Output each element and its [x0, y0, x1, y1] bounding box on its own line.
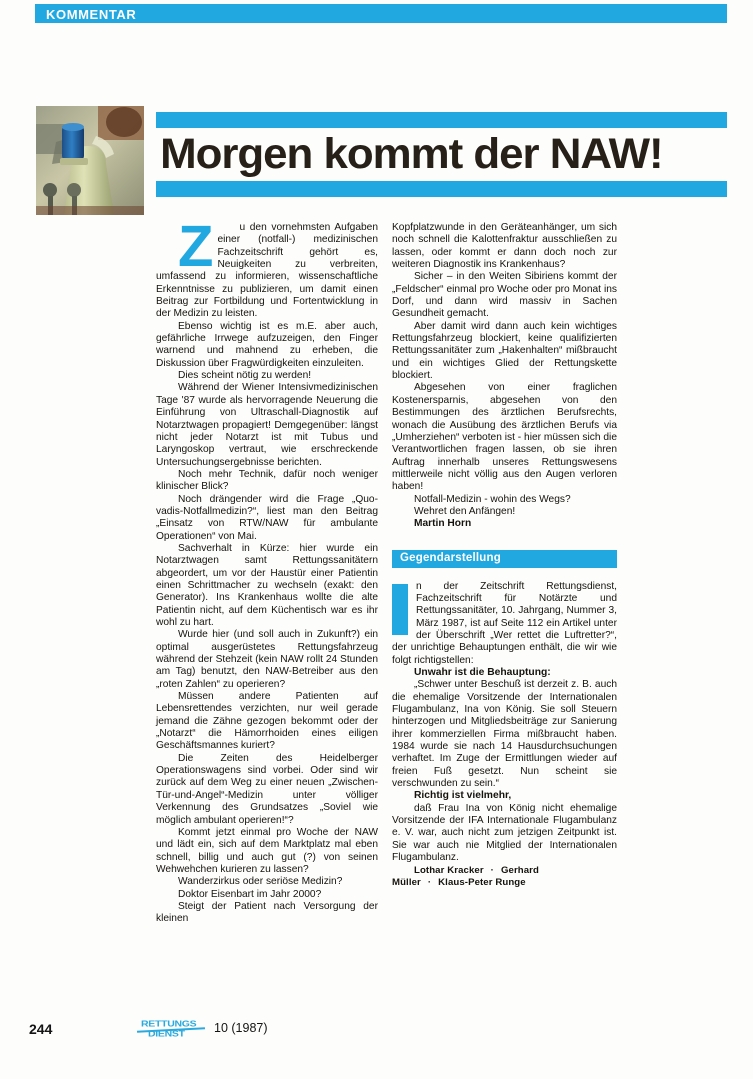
headline-block: [156, 112, 727, 197]
counter-intro-text: n der Zeitschrift Rettungsdienst, Fachzeitschrift für Notärzte und Rettungssanitäter, 10. Jahrgang, Nummer 3, März 1987, ist auf Seite 112 ein Artikel unter der Überschrift „Wer rettet die Luftretter?“, der unrichtige Behauptungen enthält, die wir wie folgt richtigstellen:: [392, 580, 617, 666]
paragraph-right-5: Notfall-Medizin - wohin des Wegs?: [414, 493, 571, 505]
paragraph-left-1: [156, 214, 378, 321]
article-right-column: [392, 222, 617, 889]
paragraph-left-13: Doktor Eisenbart im Jahr 2000?: [178, 888, 322, 900]
signer-separator-1: ·: [490, 864, 494, 876]
drop-cap-z: Z: [178, 214, 214, 279]
paragraph-left-5: Noch mehr Technik, dafür noch weniger klinischer Blick?: [156, 468, 378, 493]
paragraph-left-10: Die Zeiten des Heidelberger Operationswagens sind vorbei. Oder sind wir zurück auf dem Weg zu einer neuen „Zwischen-Tür-und-Angel“-Medizin unter völliger Verkennung des Grundsatzes „Soviel wie möglich ambulant operieren!“?: [156, 752, 378, 826]
counter-statement-label: Gegendarstellung: [400, 551, 501, 564]
page-footer: [0, 1018, 753, 1048]
paragraph-right-4: Abgesehen von einer fraglichen Kostenersparnis, abgesehen von den Bestimmungen des ärztlichen Berufsrechts, wonach die Ausübung des ärztlichen Berufs via „Umherziehen“ verboten ist - hier müssen sich die Verantwortlichen fragen lassen, ob sie ihren Auftrag innerhalb unseres Rettungswesens mittlerweile nicht völlig aus den Augen verloren haben!: [392, 382, 617, 493]
counter-correction-text: daß Frau Ina von König nicht ehemalige Vorsitzende der IFA Internationale Flugambulanz e. V. war, auch nicht zum jetzigen Zeitpunkt ist. Sie war auch nie Mitglied der Internationalen Flugambulanz.: [392, 802, 617, 864]
logo-line-1: RETTUNGS: [141, 1019, 197, 1029]
headline-rule-bottom: [156, 181, 727, 197]
paragraph-left-9: Müssen andere Patienten auf Lebensrettendes verzichten, nur weil gerade jemand die Zähne gezogen bekommt oder der „Notarzt“ die Hämorrhoiden eines eiligen Geschäftsmannes kuriert?: [156, 691, 378, 752]
signer-2: Gerhard Müller: [392, 864, 539, 888]
page-title: Morgen kommt der NAW!: [160, 130, 663, 178]
paragraph-left-11: Kommt jetzt einmal pro Woche der NAW und lädt ein, sich auf dem Marktplatz mal eben schnell, billig und auch gut (?) von seinen Wehwehchen kurieren zu lassen?: [156, 826, 378, 875]
section-header-label: KOMMENTAR: [46, 7, 137, 22]
signer-3: Klaus-Peter Runge: [438, 876, 526, 888]
photo-illustration: [36, 106, 144, 215]
paragraph-left-3: Dies scheint nötig zu werden!: [178, 370, 312, 382]
paragraph-left-1-text: u den vornehmsten Aufgaben einer (notfall-) medizinischen Fachzeitschrift gehört es, Neuigkeiten zu verbreiten, umfassend zu informieren, wissenschaftliche Erkenntnisse zu publizieren, um damit einen Beitrag zur Fortbildung und Fortentwicklung in der Medizin zu leisten.: [156, 222, 378, 320]
paragraph-left-6: Noch drängender wird die Frage „Quo-vadis-Notfallmedizin?“, liest man den Beitrag „Einsatz von RTW/NAW für ambulante Operationen“ von Mai.: [156, 493, 378, 542]
paragraph-left-12: Wanderzirkus oder seriöse Medizin?: [178, 876, 343, 888]
paragraph-left-2: Ebenso wichtig ist es m.E. aber auch, gefährliche Irrwege aufzuzeigen, den Finger warnend und mahnend zu erheben, die Diskussion über Fragwürdigkeiten einzuleiten.: [156, 320, 378, 369]
article-left-column: [156, 214, 378, 926]
paragraph-left-14: Steigt der Patient nach Versorgung der kleinen: [156, 900, 378, 925]
paragraph-right-6: Wehret den Anfängen!: [414, 505, 516, 517]
logo-line-2: DIENST: [148, 1029, 185, 1039]
signer-separator-2: ·: [427, 876, 432, 888]
section-header-bar: [35, 4, 727, 23]
counter-statement-body: [392, 581, 617, 890]
page-number: 244: [29, 1021, 53, 1037]
drop-cap-i-block: [392, 584, 408, 635]
counter-claim-heading: Unwahr ist die Behauptung:: [414, 667, 551, 678]
paragraph-right-2: Sicher – in den Weiten Sibiriens kommt der „Feldscher“ einmal pro Woche oder pro Monat ins Dorf, und dann wird massiv in Sachen Gesundheit gemacht.: [392, 271, 617, 320]
issue-number: 10 (1987): [214, 1021, 268, 1035]
counter-intro-paragraph: [392, 581, 617, 667]
rettungsdienst-logo: [137, 1018, 207, 1042]
article-byline: Martin Horn: [414, 518, 472, 530]
headline-rule-top: [156, 112, 727, 128]
paragraph-right-1: Kopfplatzwunde in den Geräteanhänger, um sich noch schnell die Kalottenfraktur ausschließen zu lassen, oder kommt er dann doch noch zur weiteren Diagnostik ins Krankenhaus?: [392, 222, 617, 271]
paragraph-right-3: Aber damit wird dann auch kein wichtiges Rettungsfahrzeug blockiert, keine qualifizierten Rettungssanitäter zum „Hakenhalten“ mißbraucht und ein wichtiges Glied der Rettungskette blockiert.: [392, 320, 617, 382]
counter-correction-heading: Richtig ist vielmehr,: [414, 790, 512, 802]
article-photo: [36, 106, 144, 215]
counter-statement-bar: [392, 550, 617, 568]
paragraph-left-4: Während der Wiener Intensivmedizinischen Tage '87 wurde als hervorragende Neuerung die Einführung von Ultraschall-Diagnostik auf Notarztwagen propagiert! Demgegenüber: längst nicht jeder Notarzt ist mit Tubus und Laryngoskop vertraut, wie erschreckende Untersuchungsergebnisse berichten.: [156, 382, 378, 468]
counter-signers: [392, 865, 617, 890]
counter-claim-text: „Schwer unter Beschuß ist derzeit z. B. auch die ehemalige Vorsitzende der Internationalen Flugambulanz, Ina von König. Sie soll Steuern hinterzogen und Mitgliedsbeiträge zur Sanierung ihrer kommerziellen Firma mißbraucht haben. 1984 wurde sie nach 14 Hausdurchsuchungen verhaftet. Im Zuge der Ermittlungen wieder auf freien Fuß gesetzt. Nun scheint sie verschwunden zu sein.“: [392, 679, 617, 790]
paragraph-left-7: Sachverhalt in Kürze: hier wurde ein Notarztwagen samt Rettungssanitätern abgeordert, um vor der Haustür einer Patientin einen Schrittmacher zu wechseln (exakt: den Generator). Ins Krankenhaus wollte die alte Patientin nicht, auf dem Küchentisch war es ihr wohl zu hart.: [156, 542, 378, 628]
paragraph-left-8: Wurde hier (und soll auch in Zukunft?) ein optimal ausgerüstetes Rettungsfahrzeug während der Stehzeit (kein NAW rollt 24 Stunden am Tag) benutzt, den NAW-Betreiber aus den „roten Zahlen“ zu operieren?: [156, 629, 378, 690]
signer-1: Lothar Kracker: [414, 864, 484, 876]
